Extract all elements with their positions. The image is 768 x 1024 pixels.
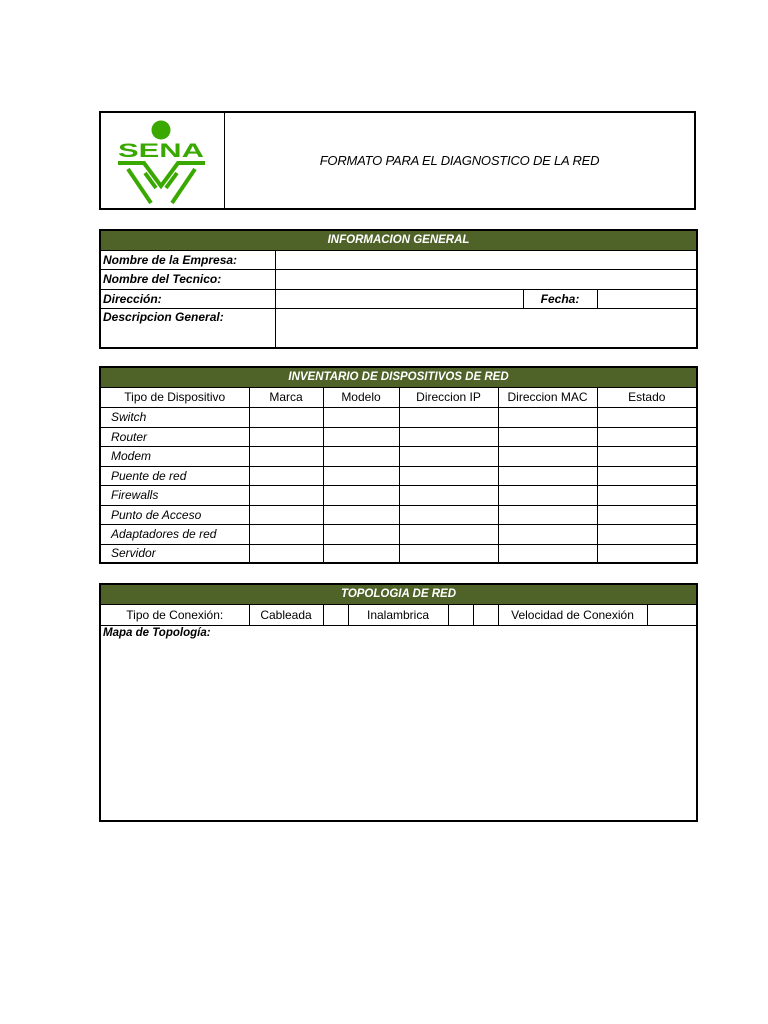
address-field[interactable] (275, 289, 523, 308)
topology-map-row (100, 625, 697, 821)
topology-map-label: Mapa de Topología: (103, 626, 211, 639)
inventory-column-headers (100, 387, 697, 407)
date-field[interactable] (597, 289, 697, 308)
device-type-cell: Switch (100, 407, 249, 427)
connection-type-label: Tipo de Conexión: (100, 604, 249, 625)
status-cell[interactable] (597, 505, 697, 524)
document-header (99, 111, 696, 210)
connection-speed-field[interactable] (647, 604, 697, 625)
sena-logo (101, 113, 224, 208)
device-type-cell: Firewalls (100, 485, 249, 505)
connection-type-row (100, 604, 697, 625)
model-cell[interactable] (323, 505, 399, 524)
model-cell[interactable] (323, 485, 399, 505)
device-inventory-table (99, 366, 698, 564)
model-cell[interactable] (323, 407, 399, 427)
column-header-model: Modelo (323, 387, 399, 407)
device-row (100, 446, 697, 466)
column-header-status: Estado (597, 387, 697, 407)
wired-label: Cableada (249, 604, 323, 625)
mac-address-cell[interactable] (498, 466, 597, 485)
general-info-header-row (100, 230, 697, 250)
device-type-cell: Punto de Acceso (100, 505, 249, 524)
brand-cell[interactable] (249, 485, 323, 505)
status-cell[interactable] (597, 446, 697, 466)
brand-cell[interactable] (249, 446, 323, 466)
address-label: Dirección: (100, 289, 275, 308)
company-row (100, 250, 697, 269)
general-info-table (99, 229, 698, 349)
logo-head-circle (152, 121, 171, 140)
column-header-brand: Marca (249, 387, 323, 407)
device-row (100, 524, 697, 544)
brand-cell[interactable] (249, 407, 323, 427)
model-cell[interactable] (323, 446, 399, 466)
device-row (100, 505, 697, 524)
mac-address-cell[interactable] (498, 524, 597, 544)
logo-text: SENA (118, 141, 205, 162)
status-cell[interactable] (597, 524, 697, 544)
spacer-cell (473, 604, 498, 625)
ip-address-cell[interactable] (399, 466, 498, 485)
status-cell[interactable] (597, 407, 697, 427)
mac-address-cell[interactable] (498, 544, 597, 563)
mac-address-cell[interactable] (498, 485, 597, 505)
ip-address-cell[interactable] (399, 505, 498, 524)
device-type-cell: Router (100, 427, 249, 446)
brand-cell[interactable] (249, 505, 323, 524)
topology-heading: TOPOLOGIA DE RED (100, 584, 697, 604)
status-cell[interactable] (597, 544, 697, 563)
description-label: Descripcion General: (100, 308, 275, 348)
model-cell[interactable] (323, 524, 399, 544)
device-type-cell: Adaptadores de red (100, 524, 249, 544)
inventory-header-row (100, 367, 697, 387)
topology-header-row (100, 584, 697, 604)
topology-map-cell (100, 625, 697, 821)
logo-cell (101, 113, 225, 208)
logo-figure (118, 163, 205, 203)
technician-name-label: Nombre del Tecnico: (100, 269, 275, 289)
general-info-heading: INFORMACION GENERAL (100, 230, 697, 250)
column-header-mac: Direccion MAC (498, 387, 597, 407)
date-label: Fecha: (523, 289, 597, 308)
document-title: FORMATO PARA EL DIAGNOSTICO DE LA RED (319, 153, 600, 168)
company-name-label: Nombre de la Empresa: (100, 250, 275, 269)
company-name-field[interactable] (275, 250, 697, 269)
mac-address-cell[interactable] (498, 446, 597, 466)
device-type-cell: Puente de red (100, 466, 249, 485)
column-header-device-type: Tipo de Dispositivo (100, 387, 249, 407)
ip-address-cell[interactable] (399, 407, 498, 427)
device-row (100, 466, 697, 485)
address-row (100, 289, 697, 308)
topology-map-area[interactable] (101, 640, 696, 818)
technician-row (100, 269, 697, 289)
network-topology-table (99, 583, 698, 822)
brand-cell[interactable] (249, 544, 323, 563)
brand-cell[interactable] (249, 466, 323, 485)
ip-address-cell[interactable] (399, 427, 498, 446)
ip-address-cell[interactable] (399, 544, 498, 563)
wireless-option-field[interactable] (448, 604, 473, 625)
device-type-cell: Modem (100, 446, 249, 466)
device-row (100, 485, 697, 505)
description-field[interactable] (275, 308, 697, 348)
model-cell[interactable] (323, 427, 399, 446)
mac-address-cell[interactable] (498, 505, 597, 524)
status-cell[interactable] (597, 427, 697, 446)
column-header-ip: Direccion IP (399, 387, 498, 407)
status-cell[interactable] (597, 485, 697, 505)
inventory-heading: INVENTARIO DE DISPOSITIVOS DE RED (100, 367, 697, 387)
device-row (100, 544, 697, 563)
device-row (100, 407, 697, 427)
device-type-cell: Servidor (100, 544, 249, 563)
mac-address-cell[interactable] (498, 427, 597, 446)
device-row (100, 427, 697, 446)
brand-cell[interactable] (249, 524, 323, 544)
title-cell (225, 113, 694, 208)
wireless-label: Inalambrica (348, 604, 448, 625)
status-cell[interactable] (597, 466, 697, 485)
wired-option-field[interactable] (323, 604, 348, 625)
model-cell[interactable] (323, 544, 399, 563)
ip-address-cell[interactable] (399, 485, 498, 505)
ip-address-cell[interactable] (399, 524, 498, 544)
mac-address-cell[interactable] (498, 407, 597, 427)
model-cell[interactable] (323, 466, 399, 485)
brand-cell[interactable] (249, 427, 323, 446)
technician-name-field[interactable] (275, 269, 697, 289)
description-row (100, 308, 697, 348)
ip-address-cell[interactable] (399, 446, 498, 466)
connection-speed-label: Velocidad de Conexión (498, 604, 647, 625)
